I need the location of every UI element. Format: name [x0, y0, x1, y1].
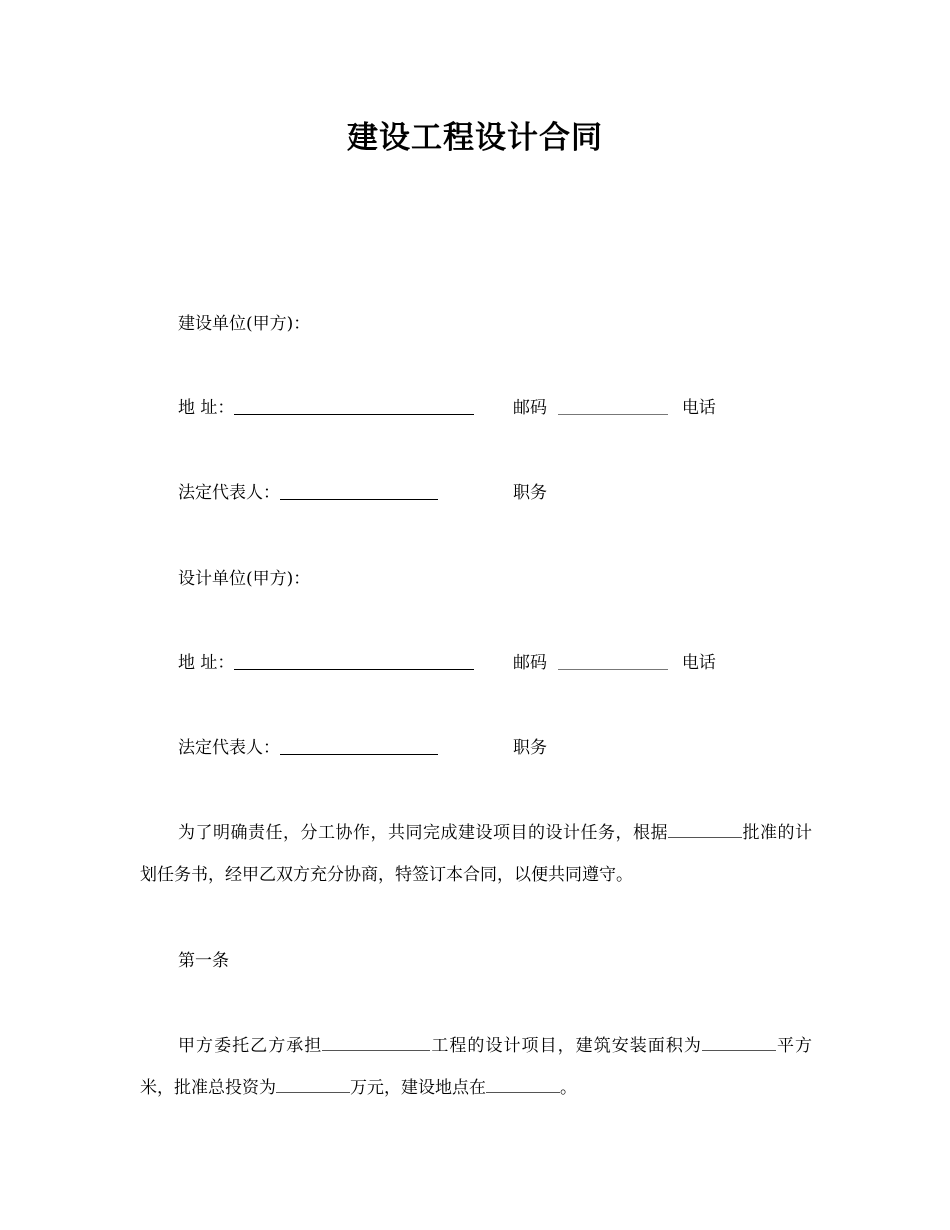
party-a-unit-label: 建设单位(甲方)：	[178, 314, 311, 334]
article-1-paragraph	[140, 1025, 812, 1109]
area-blank[interactable]	[702, 1032, 776, 1051]
article-1-text-3: 平方米，批准总投资为	[140, 1036, 813, 1098]
party-b-unit-label: 设计单位(甲方)：	[178, 569, 311, 589]
party-b-address-label: 地 址：	[178, 653, 235, 673]
party-a-rep-field[interactable]	[280, 498, 438, 500]
preamble-paragraph	[140, 812, 812, 896]
party-a-postcode-label: 邮码	[513, 398, 547, 418]
party-b-phone-label: 电话	[681, 653, 716, 673]
party-b-postcode-field[interactable]	[558, 668, 668, 670]
preamble-text-2: 批准的计划任务书，经甲乙双方充分协商，特签订本合同，以便共同遵守。	[140, 823, 812, 885]
party-a-address-row	[178, 396, 474, 420]
page-title: 建设工程设计合同	[347, 120, 603, 156]
party-b-position-label: 职务	[513, 738, 547, 758]
article-1-text-5: 。	[560, 1078, 577, 1098]
party-a-position-label: 职务	[513, 483, 547, 503]
party-a-postcode-field[interactable]	[558, 413, 668, 415]
approver-blank[interactable]	[668, 819, 742, 838]
party-b-rep-label: 法定代表人：	[178, 738, 280, 758]
party-a-rep-label: 法定代表人：	[178, 483, 280, 503]
party-a-rep-row	[178, 481, 438, 505]
party-b-postcode-row	[513, 651, 716, 675]
party-a-address-label: 地 址：	[178, 398, 235, 418]
party-b-postcode-label: 邮码	[513, 653, 547, 673]
party-a-postcode-row	[513, 396, 716, 420]
party-b-rep-row	[178, 736, 438, 760]
article-1-text-1: 甲方委托乙方承担	[178, 1036, 323, 1056]
investment-blank[interactable]	[276, 1074, 350, 1093]
preamble-text-1: 为了明确责任，分工协作，共同完成建设项目的设计任务，根据	[178, 823, 668, 843]
party-b-address-row	[178, 651, 474, 675]
party-a-address-field[interactable]	[234, 413, 474, 415]
location-blank[interactable]	[486, 1074, 560, 1093]
party-b-rep-field[interactable]	[280, 753, 438, 755]
party-a-phone-label: 电话	[681, 398, 716, 418]
article-1-text-2: 工程的设计项目，建筑安装面积为	[430, 1036, 702, 1056]
article-1-text-4: 万元，建设地点在	[350, 1078, 486, 1098]
party-b-address-field[interactable]	[234, 668, 474, 670]
project-name-blank[interactable]	[322, 1032, 430, 1051]
article-1-heading: 第一条	[178, 951, 229, 971]
